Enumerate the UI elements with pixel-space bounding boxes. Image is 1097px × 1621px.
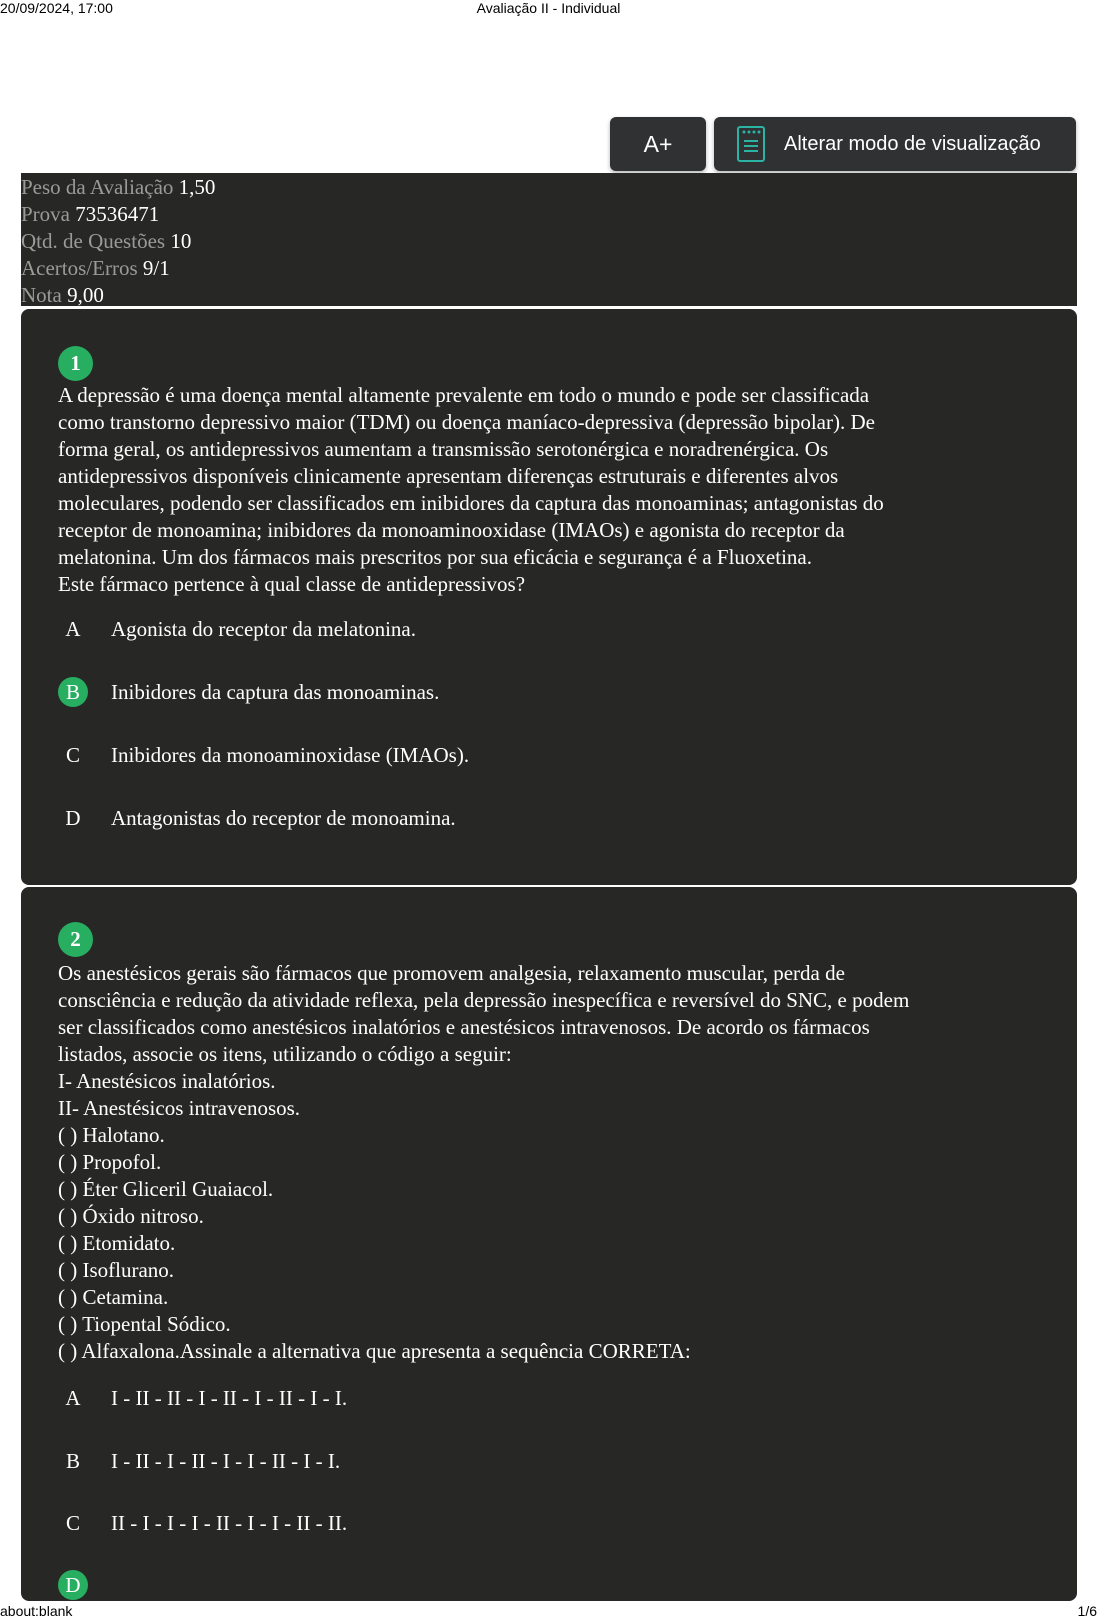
peso-label: Peso da Avaliação (21, 175, 174, 199)
question-line: ( ) Cetamina. (58, 1285, 169, 1309)
question-line: forma geral, os antidepressivos aumentam a transmissão serotonérgica e noradrenérgica. Os (58, 437, 829, 461)
document-icon (736, 125, 766, 163)
question-line: ( ) Éter Gliceril Guaiacol. (58, 1177, 274, 1201)
question-line: ( ) Tiopental Sódico. (58, 1312, 231, 1336)
question-line: Este fármaco pertence à qual classe de antidepressivos? (58, 572, 526, 596)
question-card-2 (21, 887, 1077, 1601)
option-letter: B (65, 1448, 80, 1473)
question-line: Os anestésicos gerais são fármacos que promovem analgesia, relaxamento muscular, perda de (58, 961, 845, 985)
question-card-1 (21, 309, 1077, 885)
option-letter: C (65, 742, 80, 767)
question-line: ( ) Alfaxalona.Assinale a alternativa que apresenta a sequência CORRETA: (58, 1339, 691, 1363)
nota-value: 9,00 (67, 283, 104, 307)
question-line: moleculares, podendo ser classificados em inibidores da captura das monoaminas; antagonistas do (58, 491, 884, 515)
question-text (58, 382, 1058, 598)
option-letter-correct: B (58, 677, 88, 707)
question-number-badge: 2 (58, 922, 93, 957)
option-a[interactable] (58, 612, 416, 646)
question-number-badge: 1 (58, 346, 93, 381)
summary-row-prova (21, 201, 1077, 228)
option-text: Inibidores da monoaminoxidase (IMAOs). (111, 742, 470, 767)
question-line: antidepressivos disponíveis clinicamente apresentam diferenças estruturais e diferentes alvos (58, 464, 839, 488)
print-footer (0, 1601, 1097, 1621)
evaluation-summary (21, 173, 1077, 306)
prova-label: Prova (21, 202, 70, 226)
option-text: Inibidores da captura das monoaminas. (111, 679, 440, 704)
view-mode-button[interactable] (714, 117, 1076, 171)
view-mode-label: Alterar modo de visualização (784, 132, 1041, 155)
question-line: receptor de monoamina; inibidores da monoaminooxidase (IMAOs) e agonista do receptor da (58, 518, 845, 542)
question-line: como transtorno depressivo maior (TDM) ou doença maníaco-depressiva (depressão bipolar). De (58, 410, 875, 434)
question-line: listados, associe os itens, utilizando o código a seguir: (58, 1042, 512, 1066)
option-d[interactable] (58, 1568, 111, 1602)
question-line: ( ) Propofol. (58, 1150, 162, 1174)
question-line: ser classificados como anestésicos inalatórios e anestésicos intravenosos. De acordo os fármacos (58, 1015, 870, 1039)
font-increase-button[interactable] (610, 117, 706, 171)
option-letter: A (65, 616, 81, 641)
prova-value: 73536471 (75, 202, 160, 226)
option-text: I - II - I - II - I - I - II - I - I. (111, 1448, 341, 1473)
option-b[interactable] (58, 1444, 340, 1478)
qtd-label: Qtd. de Questões (21, 229, 166, 253)
summary-row-qtd (21, 228, 1077, 255)
option-text: II - I - I - I - II - I - I - II - II. (111, 1510, 348, 1535)
font-increase-label: A+ (643, 130, 673, 157)
nota-label: Nota (21, 283, 62, 307)
question-line: consciência e redução da atividade reflexa, pela depressão inespecífica e reversível do SNC, e podem (58, 988, 910, 1012)
option-c[interactable] (58, 738, 469, 772)
question-line: II- Anestésicos intravenosos. (58, 1096, 301, 1120)
print-title: Avaliação II - Individual (476, 0, 621, 16)
option-text: I - II - II - I - II - I - II - I - I. (111, 1385, 348, 1410)
option-letter: A (65, 1385, 81, 1410)
question-text (58, 960, 1058, 1365)
summary-row-peso (21, 174, 1077, 201)
qtd-value: 10 (170, 229, 192, 253)
peso-value: 1,50 (178, 175, 216, 199)
summary-row-nota (21, 282, 1077, 309)
question-line: ( ) Óxido nitroso. (58, 1204, 204, 1228)
summary-row-acertos (21, 255, 1077, 282)
print-datetime: 20/09/2024, 17:00 (0, 0, 113, 16)
print-url: about:blank (0, 1603, 73, 1619)
option-letter: D (65, 805, 81, 830)
print-page-number: 1/6 (1077, 1603, 1097, 1619)
option-c[interactable] (58, 1506, 347, 1540)
option-letter: C (65, 1510, 80, 1535)
acertos-label: Acertos/Erros (21, 256, 138, 280)
option-text: Antagonistas do receptor de monoamina. (111, 805, 456, 830)
option-b[interactable] (58, 675, 439, 709)
question-line: ( ) Isoflurano. (58, 1258, 175, 1282)
option-text: Agonista do receptor da melatonina. (111, 616, 416, 641)
acertos-value: 9/1 (142, 256, 170, 280)
option-a[interactable] (58, 1381, 347, 1415)
question-line: ( ) Halotano. (58, 1123, 165, 1147)
question-line: ( ) Etomidato. (58, 1231, 176, 1255)
print-header (0, 0, 1097, 20)
option-letter-correct: D (58, 1570, 88, 1600)
question-line: melatonina. Um dos fármacos mais prescritos por sua eficácia e segurança é a Fluoxetina. (58, 545, 812, 569)
question-line: A depressão é uma doença mental altamente prevalente em todo o mundo e pode ser classificada (58, 383, 870, 407)
option-d[interactable] (58, 801, 456, 835)
question-line: I- Anestésicos inalatórios. (58, 1069, 276, 1093)
